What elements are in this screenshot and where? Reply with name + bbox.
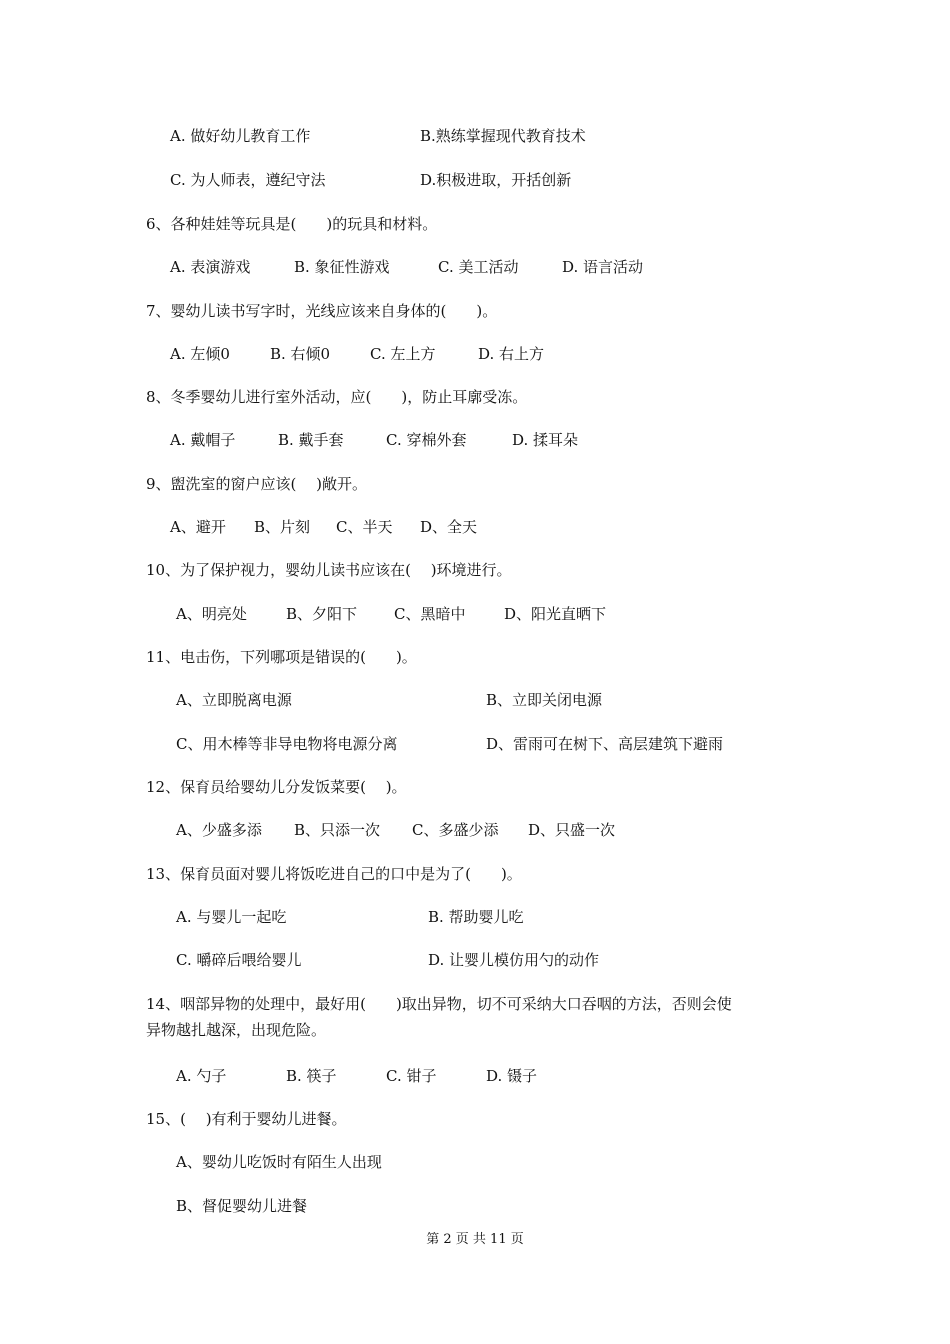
- option-a: A、少盛多添: [176, 821, 262, 839]
- question-9: 9、盥洗室的窗户应该( )敞开。: [146, 475, 368, 493]
- question-12: 12、保育员给婴幼儿分发饭菜要( )。: [146, 778, 407, 796]
- question-13: 13、保育员面对婴儿将饭吃进自己的口中是为了( )。: [146, 865, 522, 883]
- question-14: 14、咽部异物的处理中，最好用( )取出异物，切不可采纳大口吞咽的方法，否则会使: [146, 995, 732, 1013]
- question-8: 8、冬季婴幼儿进行室外活动，应( )，防止耳廓受冻。: [146, 388, 528, 406]
- option-d: D. 镊子: [486, 1067, 538, 1085]
- option-d: D. 右上方: [478, 345, 545, 363]
- option-c: C、多盛少添: [412, 821, 499, 839]
- option-c: C. 美工活动: [438, 258, 519, 276]
- option-a: A. 勺子: [176, 1067, 227, 1085]
- option-c: C. 穿棉外套: [386, 431, 467, 449]
- option-b: B、只添一次: [294, 821, 381, 839]
- option-d: D. 揉耳朵: [512, 431, 579, 449]
- option-a: A、立即脱离电源: [176, 691, 292, 709]
- option-b: B. 象征性游戏: [294, 258, 390, 276]
- question-14-continued: 异物越扎越深，出现危险。: [146, 1021, 327, 1039]
- option-b: B. 右倾0: [270, 345, 331, 363]
- option-d: D.积极进取，开括创新: [420, 171, 572, 189]
- option-d: D、雷雨可在树下、高层建筑下避雨: [486, 735, 724, 753]
- option-c: C. 为人师表，遵纪守法: [170, 171, 326, 189]
- option-c: C. 钳子: [386, 1067, 437, 1085]
- page-number: 第 2 页 共 11 页: [426, 1232, 524, 1247]
- option-c: C. 嚼碎后喂给婴儿: [176, 951, 302, 969]
- option-a: A. 做好幼儿教育工作: [170, 127, 311, 145]
- question-10: 10、为了保护视力，婴幼儿读书应该在( )环境进行。: [146, 561, 512, 579]
- option-a: A. 左倾0: [170, 345, 230, 363]
- option-b: B、片刻: [254, 518, 311, 536]
- option-b: B. 筷子: [286, 1067, 337, 1085]
- option-b: B. 戴手套: [278, 431, 344, 449]
- option-a: A、婴幼儿吃饭时有陌生人出现: [176, 1153, 382, 1171]
- option-a: A、避开: [170, 518, 226, 536]
- option-b: B. 帮助婴儿吃: [428, 908, 524, 926]
- option-c: C. 左上方: [370, 345, 436, 363]
- option-a: A、明亮处: [176, 605, 247, 623]
- option-a: A. 戴帽子: [170, 431, 236, 449]
- option-a: A. 表演游戏: [170, 258, 251, 276]
- option-d: D. 语言活动: [562, 258, 644, 276]
- question-11: 11、电击伤，下列哪项是错误的( )。: [146, 648, 417, 666]
- option-b: B、夕阳下: [286, 605, 358, 623]
- option-c: C、黑暗中: [394, 605, 466, 623]
- question-6: 6、各种娃娃等玩具是( )的玩具和材料。: [146, 215, 438, 233]
- option-d: D. 让婴儿模仿用勺的动作: [428, 951, 600, 969]
- option-d: D、只盛一次: [528, 821, 616, 839]
- option-c: C、半天: [336, 518, 393, 536]
- option-b: B.熟练掌握现代教育技术: [420, 127, 586, 145]
- question-15: 15、( )有利于婴幼儿进餐。: [146, 1110, 347, 1128]
- option-c: C、用木棒等非导电物将电源分离: [176, 735, 398, 753]
- option-b: B、立即关闭电源: [486, 691, 603, 709]
- option-a: A. 与婴儿一起吃: [176, 908, 287, 926]
- option-b: B、督促婴幼儿进餐: [176, 1197, 308, 1215]
- option-d: D、阳光直晒下: [504, 605, 607, 623]
- option-d: D、全天: [420, 518, 478, 536]
- question-7: 7、婴幼儿读书写字时，光线应该来自身体的( )。: [146, 302, 498, 320]
